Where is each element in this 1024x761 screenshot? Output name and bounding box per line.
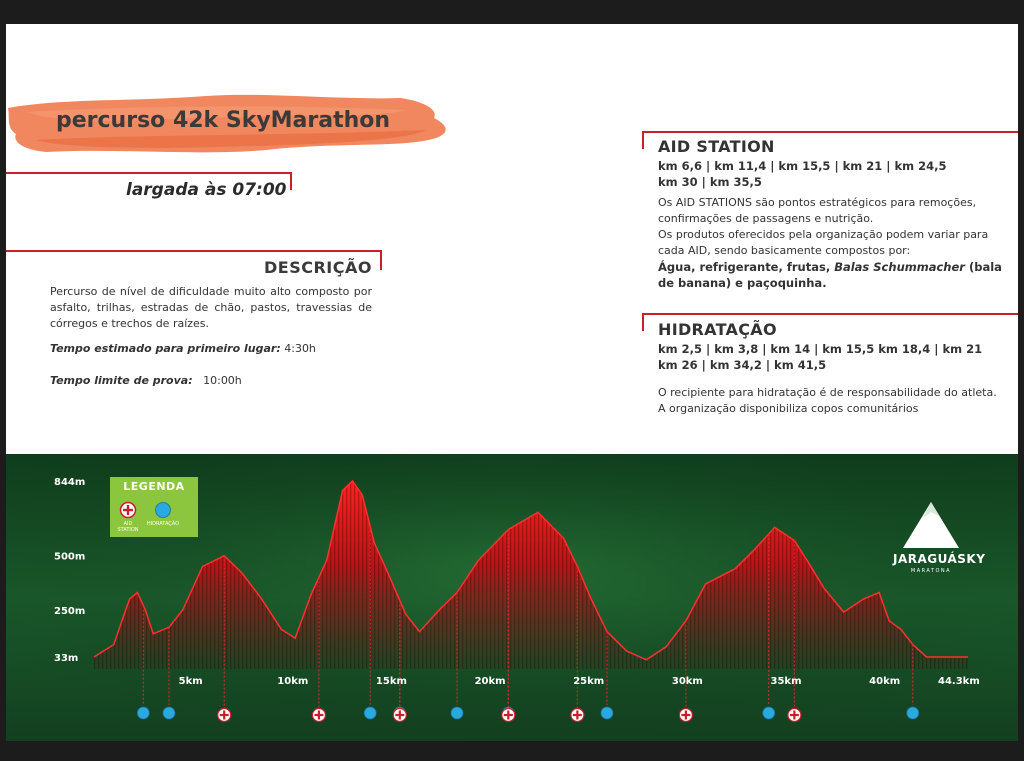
estimated-time-label: Tempo estimado para primeiro lugar:: [50, 342, 281, 355]
start-divider-tick: [290, 172, 292, 190]
y-tick-label: 250m: [54, 605, 86, 617]
hydration-km: [658, 341, 1008, 373]
aid-station-icon: [571, 709, 584, 722]
x-tick-label: 44.3km: [938, 676, 980, 687]
aid-station-cross-h: [314, 714, 323, 716]
aid-station-icon: [393, 709, 406, 722]
hydration-point-icon: [763, 707, 775, 719]
description-heading: DESCRIÇÃO: [264, 258, 372, 277]
x-tick-label: 5km: [178, 676, 203, 687]
aid-station-cross-h: [573, 714, 582, 716]
estimated-time-value: 4:30h: [284, 342, 316, 355]
x-tick-label: 35km: [770, 676, 802, 687]
aid-station-km: [658, 158, 1008, 190]
time-limit: [50, 374, 242, 387]
hydration-heading: HIDRATAÇÃO: [658, 320, 777, 339]
hydration-km-line2: km 26 | km 34,2 | km 41,5: [658, 358, 827, 372]
course-sheet: [6, 24, 1018, 454]
x-tick-label: 25km: [573, 676, 605, 687]
hydration-point-icon: [364, 707, 376, 719]
x-tick-label: 40km: [869, 676, 901, 687]
estimated-time: [50, 342, 316, 355]
aid-station-text: [658, 195, 1003, 291]
hydration-point-icon: [163, 707, 175, 719]
hydration-divider-tick: [642, 313, 644, 331]
description-text: Percurso de nível de dificuldade muito alto composto por asfalto, trilhas, estradas de chão, pastos, travessias de córregos e trechos de raízes.: [50, 285, 372, 330]
aid-station-icon: [312, 709, 325, 722]
hydration-point-icon: [137, 707, 149, 719]
aid-station-icon: [218, 709, 231, 722]
aid-station-icon: [788, 709, 801, 722]
description-divider-tick: [380, 250, 382, 270]
aid-station-heading: AID STATION: [658, 137, 775, 156]
aid-text2: Os produtos oferecidos pela organização podem variar para cada AID, sendo basicamente compostos por:: [658, 228, 989, 257]
aid-divider: [642, 131, 1018, 133]
time-limit-label: Tempo limite de prova:: [50, 374, 193, 387]
aid-station-icon: [502, 709, 515, 722]
aid-products-c: (bala de banana) e paçoquinha.: [658, 260, 1002, 290]
aid-station-cross-h: [790, 714, 799, 716]
hydration-text2: A organização disponibiliza copos comunitários: [658, 402, 919, 415]
page-title: percurso 42k SkyMarathon: [56, 108, 391, 133]
hydration-legend-label: HIDRATAÇÃO: [146, 521, 180, 527]
hydration-text: [658, 385, 1003, 417]
aid-station-icon: [679, 709, 692, 722]
aid-products-a: Água, refrigerante, frutas,: [658, 260, 835, 274]
mountain-icon: [901, 500, 961, 550]
x-tick-label: 30km: [671, 676, 703, 687]
aid-station-cross-h: [504, 714, 513, 716]
aid-products: [658, 259, 1003, 291]
aid-station-cross-h: [220, 714, 229, 716]
x-tick-label: 10km: [277, 676, 309, 687]
aid-station-cross-h: [681, 714, 690, 716]
y-tick-label: 844m: [54, 477, 86, 488]
legend: [110, 477, 198, 537]
aid-km-line2: km 30 | km 35,5: [658, 175, 762, 189]
hydration-divider: [642, 313, 1018, 315]
description-divider: [6, 250, 382, 252]
hydration-km-line1: km 2,5 | km 3,8 | km 14 | km 15,5 km 18,4 | km 21: [658, 342, 983, 356]
jaraguasky-logo: [893, 500, 986, 580]
legend-title: LEGENDA: [123, 480, 185, 493]
y-tick-label: 33m: [54, 653, 79, 664]
logo-subtitle: MARATONA: [910, 568, 952, 574]
aid-products-b: Balas Schummacher: [834, 260, 965, 274]
aid-divider-tick: [642, 131, 644, 149]
start-divider: [6, 172, 292, 174]
time-limit-value: 10:00h: [203, 374, 242, 387]
aid-station-legend-icon: [119, 501, 137, 519]
hydration-text1: O recipiente para hidratação é de responsabilidade do atleta.: [658, 386, 997, 399]
hydration-point-icon: [601, 707, 613, 719]
x-tick-label: 15km: [375, 676, 407, 687]
y-tick-label: 500m: [54, 551, 86, 563]
aid-km-line1: km 6,6 | km 11,4 | km 15,5 | km 21 | km 24,5: [658, 159, 947, 173]
start-time: largada às 07:00: [126, 180, 287, 200]
aid-station-cross-h: [395, 714, 404, 716]
hydration-point-icon: [907, 707, 919, 719]
hydration-legend-icon: [154, 501, 172, 519]
aid-text1: Os AID STATIONS são pontos estratégicos para remoções, confirmações de passagens e nutrição.: [658, 196, 977, 225]
x-tick-label: 20km: [474, 676, 506, 687]
logo-name: JARAGUÁSKY: [893, 552, 986, 566]
hydration-point-icon: [451, 707, 463, 719]
aid-station-legend-label: AID STATION: [117, 521, 139, 533]
